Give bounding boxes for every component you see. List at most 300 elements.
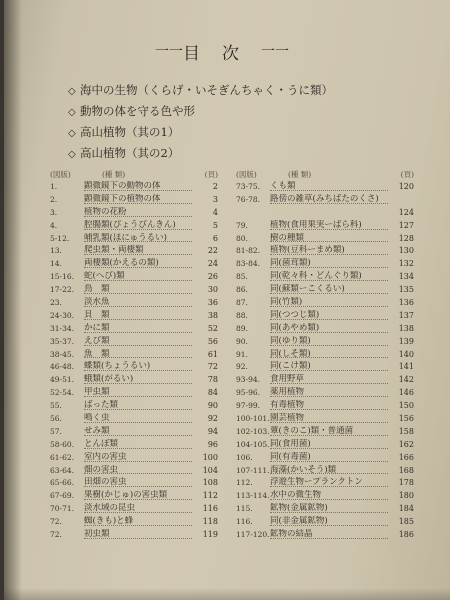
page-number: 166 — [398, 452, 414, 462]
page-number: 38 — [207, 310, 218, 320]
entry-title-text: 畑の害虫 — [84, 464, 119, 475]
entry-title-text: 甲虫類 — [84, 387, 110, 398]
entry-title — [270, 258, 388, 268]
entry-title — [270, 233, 388, 243]
plate-number: 72. — [50, 530, 62, 540]
entry-title-text: 果樹(かじゅ)の害虫類 — [84, 490, 168, 501]
plate-number: 93-94. — [236, 375, 261, 385]
entry-title — [270, 297, 388, 307]
entry-title — [84, 349, 192, 359]
toc-header — [236, 168, 414, 181]
toc-entry — [50, 258, 218, 271]
plate-number: 76-78. — [236, 194, 261, 204]
entry-title-text — [270, 207, 272, 217]
plate-number: 23. — [50, 298, 62, 308]
entry-title-text: 水中の微生物 — [270, 490, 322, 501]
page-number: 92 — [207, 414, 218, 424]
plate-number: 4. — [50, 220, 58, 230]
plate-number: 63-64. — [50, 465, 75, 475]
toc-entry — [50, 297, 218, 310]
plate-number: 2. — [50, 194, 58, 204]
title-text: 目次 — [183, 43, 261, 64]
plate-number: 117-120. — [236, 530, 270, 540]
entry-title — [270, 426, 388, 436]
plate-number: 72. — [50, 517, 62, 527]
entry-title-text: 鉱物の結晶 — [270, 529, 313, 539]
header-kind: (種 類) — [288, 170, 312, 179]
entry-title-text: 同(蘇類ーこくるい) — [270, 284, 345, 295]
toc-entry — [50, 516, 218, 529]
plate-number: 3. — [50, 207, 58, 217]
page-number: 94 — [207, 426, 218, 436]
toc-entry — [50, 465, 218, 478]
entry-title — [270, 284, 388, 294]
plate-number: 88. — [236, 310, 248, 320]
entry-title-text: 顕微鏡下の植物の体 — [84, 193, 161, 204]
page-number: 36 — [207, 298, 218, 308]
plate-number: 89. — [236, 323, 248, 333]
entry-title — [270, 477, 388, 487]
intro-item: ◇ 海中の生物（くらげ・いそぎんちゃく・うに類） — [68, 80, 398, 101]
toc-header — [50, 168, 218, 181]
header-plate: (図版) — [236, 170, 257, 179]
entry-title — [270, 400, 388, 410]
page-number: 30 — [207, 285, 218, 295]
header-page: (頁) — [400, 170, 414, 179]
page-number: 140 — [398, 349, 414, 359]
plate-number: 86. — [236, 285, 248, 295]
page-number: 136 — [398, 298, 414, 308]
plate-number: 106. — [236, 452, 253, 462]
page-number: 119 — [202, 530, 218, 540]
toc-entry — [236, 207, 414, 220]
toc-entry — [236, 361, 414, 374]
page-number: 139 — [398, 336, 414, 346]
toc-entry — [236, 439, 414, 452]
toc-entry — [236, 477, 414, 490]
page-number: 162 — [398, 439, 414, 449]
toc-entry — [50, 503, 218, 516]
header-kind: (種 類) — [102, 170, 126, 179]
plate-number: 102-103. — [236, 426, 270, 436]
plate-number: 13. — [50, 246, 62, 256]
toc-entry — [50, 529, 218, 542]
entry-title-text: 同(乾々科・どんぐり類) — [270, 271, 362, 282]
diamond-icon: ◇ — [68, 149, 76, 160]
entry-title-text: とんぼ類 — [84, 438, 119, 449]
entry-title — [84, 439, 192, 449]
page-number: 130 — [398, 246, 414, 256]
entry-title — [84, 310, 192, 320]
plate-number: 116. — [236, 517, 253, 527]
toc-entry — [236, 503, 414, 516]
entry-title — [84, 361, 192, 371]
toc-entry — [50, 349, 218, 362]
page-number: 78 — [207, 375, 218, 385]
page-number: 158 — [398, 426, 414, 436]
entry-title — [84, 323, 192, 333]
entry-title — [84, 413, 192, 423]
plate-number: 15-16. — [50, 272, 75, 282]
plate-number: 46-48. — [50, 362, 75, 372]
entry-title-text: 同(有毒菌) — [270, 451, 311, 462]
toc-entry — [236, 181, 414, 194]
plate-number: 1. — [50, 182, 58, 191]
page-number: 178 — [398, 478, 414, 488]
entry-title-text: 有毒植物 — [270, 400, 305, 411]
entry-title — [270, 529, 388, 539]
toc-entry — [236, 258, 414, 271]
page-bottom-shadow — [4, 588, 450, 600]
plate-number: 80. — [236, 233, 248, 243]
page-number: 2 — [212, 182, 218, 191]
entry-title — [84, 374, 192, 384]
plate-number: 57. — [50, 426, 62, 436]
plate-number: 49-51. — [50, 375, 75, 385]
plate-number: 35-37. — [50, 336, 75, 346]
page-number: 120 — [398, 182, 414, 191]
page-number: 116 — [202, 504, 218, 514]
intro-item: ◇ 高山植物（其の2） — [68, 143, 398, 164]
entry-title-text: 哺乳類(ほにゅうるい) — [84, 232, 167, 243]
page-number: 137 — [398, 310, 414, 320]
toc-entry — [236, 297, 414, 310]
page-number: 180 — [398, 491, 414, 501]
page-number: 184 — [398, 504, 414, 514]
toc-entry — [236, 220, 414, 233]
toc-entry — [50, 361, 218, 374]
entry-title-text: 同(あやめ類) — [270, 322, 320, 333]
entry-title — [84, 181, 192, 191]
entry-title-text: 鉱物(金属鉱物) — [270, 503, 328, 514]
plate-number: 73-75. — [236, 182, 261, 191]
toc-entry — [236, 465, 414, 478]
plate-number: 104-105. — [236, 439, 270, 449]
page-number: 72 — [207, 362, 218, 372]
plate-number: 58-60. — [50, 439, 75, 449]
page-number: 100 — [202, 452, 218, 462]
page-number: 56 — [207, 336, 218, 346]
plate-number: 87. — [236, 298, 248, 308]
entry-title-text: 魚 類 — [84, 348, 110, 359]
page-number: 185 — [398, 517, 414, 527]
entry-title-text: 同(ゆり類) — [270, 335, 311, 346]
entry-title-text: 同(食用菌) — [270, 438, 311, 449]
entry-title-text: 蕈(きのこ)類・普通菌 — [270, 425, 354, 436]
title-deco-left: 一一 — [155, 44, 183, 60]
plate-number: 31-34. — [50, 323, 75, 333]
entry-title-text: えび類 — [84, 335, 110, 346]
toc-entry — [50, 387, 218, 400]
plate-number: 97-99. — [236, 401, 261, 411]
page-number: 61 — [207, 349, 218, 359]
entry-title — [84, 258, 192, 268]
book-page — [4, 0, 450, 600]
entry-title — [84, 400, 192, 410]
plate-number: 91. — [236, 349, 248, 359]
toc-entry — [236, 374, 414, 387]
page-number: 146 — [398, 388, 414, 398]
entry-title — [270, 490, 388, 500]
title-deco-right: 一一 — [261, 44, 289, 60]
toc-entry — [236, 233, 414, 246]
page-number: 6 — [212, 233, 218, 243]
entry-title-text: くも類 — [270, 181, 296, 191]
entry-title-text: 顕微鏡下の動物の体 — [84, 181, 161, 191]
page-number: 150 — [398, 401, 414, 411]
toc-entry — [50, 233, 218, 246]
plate-number: 65-66. — [50, 478, 75, 488]
plate-number: 100-101. — [236, 414, 270, 424]
toc-entry — [50, 477, 218, 490]
toc-entry — [50, 439, 218, 452]
toc-entry — [50, 220, 218, 233]
header-page: (頁) — [204, 170, 218, 179]
page-number: 3 — [212, 194, 218, 204]
toc-entry — [50, 310, 218, 323]
entry-title-text: せみ類 — [84, 425, 110, 436]
entry-title-text: 蛾類(がるい) — [84, 374, 134, 385]
intro-list — [68, 80, 398, 164]
entry-title-text: 初虫類 — [84, 529, 110, 539]
entry-title — [270, 220, 388, 230]
entry-title — [84, 477, 192, 487]
entry-title — [270, 336, 388, 346]
entry-title-text: 園芸植物 — [270, 413, 305, 423]
toc-entry — [50, 400, 218, 413]
plate-number: 107-111. — [236, 465, 270, 475]
entry-title-text: 浮遊生物ープランクトン — [270, 477, 363, 488]
plate-number: 67-69. — [50, 491, 75, 501]
toc-entry — [50, 413, 218, 426]
diamond-icon: ◇ — [68, 128, 76, 139]
entry-title — [84, 465, 192, 475]
toc-entry — [50, 207, 218, 220]
entry-title-text: 鳥 類 — [84, 284, 110, 295]
entry-title-text: 路傍の雑草(みちばたのくさ) — [270, 193, 379, 204]
page-number: 186 — [398, 530, 414, 540]
entry-title — [270, 310, 388, 320]
page-number: 108 — [202, 478, 218, 488]
toc-entry — [50, 284, 218, 297]
plate-number — [236, 207, 270, 220]
entry-title — [270, 503, 388, 513]
entry-title-text: ばった類 — [84, 400, 119, 411]
plate-number: 56. — [50, 414, 62, 424]
plate-number: 17-22. — [50, 285, 75, 295]
entry-title — [84, 284, 192, 294]
entry-title-text: 同(こけ類) — [270, 361, 311, 372]
entry-title — [270, 439, 388, 449]
entry-title — [84, 452, 192, 462]
plate-number: 38-45. — [50, 349, 75, 359]
entry-title — [84, 529, 192, 539]
page-number: 135 — [398, 285, 414, 295]
toc-entry — [236, 284, 414, 297]
plate-number: 79. — [236, 220, 248, 230]
plate-number: 70-71. — [50, 504, 75, 514]
page-number: 118 — [202, 517, 218, 527]
entry-title — [84, 297, 192, 307]
entry-title — [270, 194, 388, 204]
toc-entry — [50, 374, 218, 387]
plate-number: 81-82. — [236, 246, 261, 256]
toc-entry — [236, 336, 414, 349]
entry-title-text: 海藻(かいそう)類 — [270, 464, 337, 475]
entry-title-text: 植物の花粉 — [84, 206, 127, 217]
entry-title-text: 植物(食用果実ーばら科) — [270, 219, 362, 230]
diamond-icon: ◇ — [68, 107, 76, 118]
page-number: 124 — [398, 207, 414, 217]
entry-title-text: 蜘(きも)と蜂 — [84, 516, 134, 527]
page-number: 132 — [398, 259, 414, 269]
toc-entry — [50, 245, 218, 258]
entry-title-text: 食用野草 — [270, 374, 305, 385]
plate-number: 5-12. — [50, 233, 70, 243]
diamond-icon: ◇ — [68, 86, 76, 97]
toc-entry — [50, 336, 218, 349]
entry-title — [84, 503, 192, 513]
entry-title-text: 同(竹類) — [270, 297, 303, 307]
entry-title-text: 植物(豆科ーまめ類) — [270, 245, 345, 256]
entry-title — [270, 387, 388, 397]
entry-title — [270, 245, 388, 255]
entry-title-text: かに類 — [84, 322, 110, 333]
entry-title-text: 同(つつじ類) — [270, 309, 320, 320]
intro-item: ◇ 動物の体を守る色や形 — [68, 101, 398, 122]
toc-entry — [50, 452, 218, 465]
entry-title — [270, 465, 388, 475]
entry-title-text: 貝 類 — [84, 309, 110, 320]
entry-title-text: 田畑の害虫 — [84, 477, 127, 488]
entry-title — [84, 207, 192, 217]
entry-title — [84, 271, 192, 281]
page-number: 168 — [398, 465, 414, 475]
toc-entry — [236, 413, 414, 426]
entry-title-text: 同(菌茸類) — [270, 258, 311, 269]
entry-title-text: 爬虫類・両棲類 — [84, 245, 144, 256]
toc-entry — [236, 516, 414, 529]
page-title — [122, 38, 322, 64]
entry-title — [270, 374, 388, 384]
entry-title-text: 同(しそ類) — [270, 348, 311, 359]
entry-title — [84, 245, 192, 255]
plate-number: 95-96. — [236, 388, 261, 398]
entry-title — [84, 490, 192, 500]
entry-title-text: 蝶類(ちょうるい) — [84, 361, 151, 372]
plate-number: 85. — [236, 272, 248, 282]
entry-title-text: 蛇(へび)類 — [84, 271, 125, 282]
entry-title — [84, 336, 192, 346]
entry-title — [270, 516, 388, 526]
plate-number: 14. — [50, 259, 62, 269]
entry-title-text: 腔腸類(ぴょうびんきん) — [84, 219, 176, 230]
entry-title-text: 両棲類(かえるの類) — [84, 258, 159, 269]
entry-title-text: 同(非金属鉱物) — [270, 516, 328, 527]
toc-entry — [236, 529, 414, 542]
entry-title — [270, 452, 388, 462]
page-number: 142 — [398, 375, 414, 385]
plate-number: 112. — [236, 478, 253, 488]
page-number: 104 — [202, 465, 218, 475]
entry-title-text: 薬用植物 — [270, 387, 305, 398]
entry-title-text: 淡水域の昆虫 — [84, 503, 136, 514]
entry-title — [270, 413, 388, 423]
toc-entry — [50, 194, 218, 207]
toc-right-column — [236, 168, 414, 542]
page-number: 134 — [398, 272, 414, 282]
toc-entry — [236, 400, 414, 413]
plate-number: 61-62. — [50, 452, 75, 462]
plate-number: 90. — [236, 336, 248, 346]
toc-entry — [236, 452, 414, 465]
entry-title-text: 室内の害虫 — [84, 451, 127, 462]
plate-number: 83-84. — [236, 259, 261, 269]
entry-title — [84, 426, 192, 436]
page-number: 112 — [202, 491, 218, 501]
plate-number: 92. — [236, 362, 248, 372]
toc-entry — [236, 245, 414, 258]
page-number: 84 — [207, 388, 218, 398]
entry-title — [270, 349, 388, 359]
entry-title — [270, 323, 388, 333]
entry-title-text: 淡水魚 — [84, 297, 110, 307]
entry-title — [270, 181, 388, 191]
toc-entry — [236, 271, 414, 284]
toc-entry — [236, 426, 414, 439]
entry-title — [84, 220, 192, 230]
entry-title — [84, 387, 192, 397]
toc-entry — [236, 490, 414, 503]
entry-title-text: 樹の種類 — [270, 232, 305, 243]
toc-entry — [236, 387, 414, 400]
toc-entry — [50, 323, 218, 336]
header-plate: (図版) — [50, 170, 71, 179]
binding-shadow — [4, 0, 22, 600]
plate-number: 55. — [50, 401, 62, 411]
plate-number: 113-114. — [236, 491, 270, 501]
entry-title — [270, 361, 388, 371]
toc-entry — [50, 181, 218, 194]
entry-title — [270, 207, 388, 217]
page-number: 26 — [207, 272, 218, 282]
entry-title — [84, 516, 192, 526]
page-number: 141 — [398, 362, 414, 372]
toc-entry — [236, 310, 414, 323]
page-number: 138 — [398, 323, 414, 333]
page-number — [388, 194, 414, 207]
toc-left-column — [50, 168, 218, 542]
plate-number: 52-54. — [50, 388, 75, 398]
toc-entry — [50, 426, 218, 439]
page-number: 22 — [207, 246, 218, 256]
toc-entry — [236, 349, 414, 362]
entry-title-text: 鳴く虫 — [84, 413, 110, 423]
toc-entry — [50, 271, 218, 284]
entry-title — [84, 233, 192, 243]
toc-entry — [236, 323, 414, 336]
page-number: 156 — [398, 414, 414, 424]
intro-item: ◇ 高山植物（其の1） — [68, 122, 398, 143]
entry-title — [270, 271, 388, 281]
toc-entry — [50, 490, 218, 503]
page-number: 52 — [207, 323, 218, 333]
page-number: 127 — [398, 220, 414, 230]
plate-number: 115. — [236, 504, 253, 514]
page-number: 90 — [207, 401, 218, 411]
plate-number: 24-30. — [50, 310, 75, 320]
page-number: 4 — [212, 207, 218, 217]
